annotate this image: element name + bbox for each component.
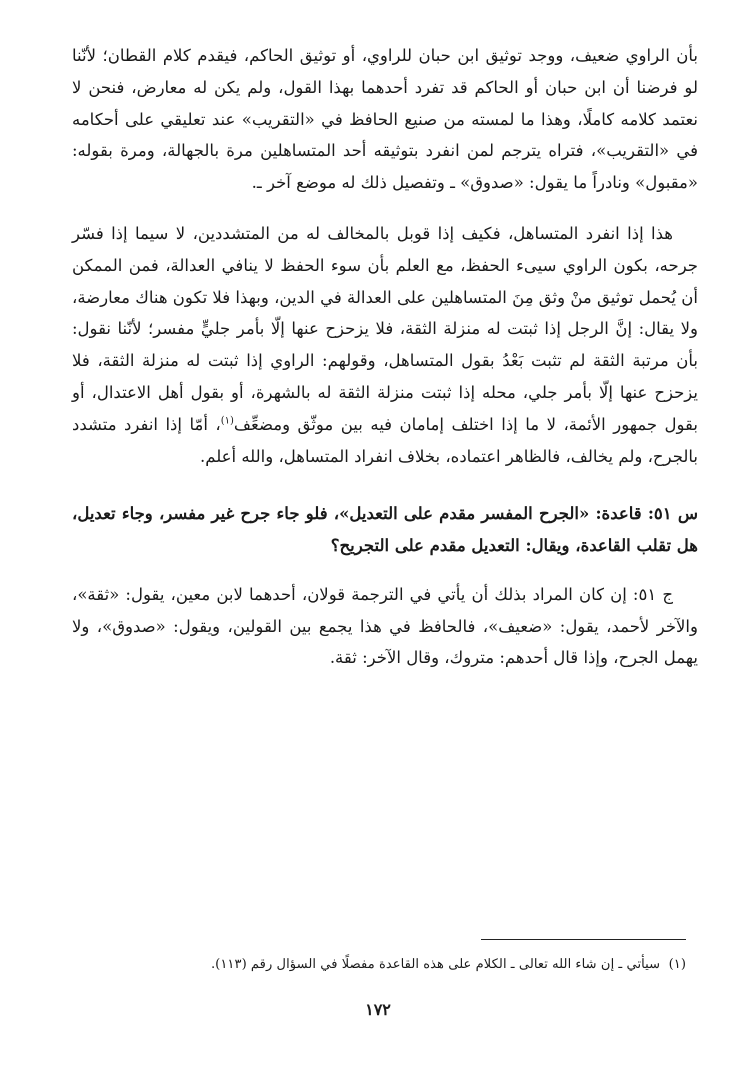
question-51 [72,498,698,562]
page-body [72,40,698,674]
question-label: س ٥١: [647,504,698,524]
answer-51 [72,579,698,674]
paragraph-1: بأن الراوي ضعيف، ووجد توثيق ابن حبان للراوي، أو توثيق الحاكم، فيقدم كلام القطان؛ لأنّنا لو فرضنا أن ابن حبان أو الحاكم قد تفرد أحدهما بهذا القول، ولم يكن له معارض، فنحن لا نعتمد كلامه كاملًا، وهذا ما لمسته من صنيع الحافظ في «التقريب» عند تعليقي على أحكامه في «التقريب»، فتراه يترجم لمن انفرد بتوثيقه أحد المتساهلين مرة بالجهالة، ومرة بقوله: «مقبول» ونادراً ما يقول: «صدوق» ـ وتفصيل ذلك له موضع آخر ـ. [72,46,698,193]
page-number: ١٧٢ [365,1000,391,1019]
paragraph-2-text-a: هذا إذا انفرد المتساهل، فكيف إذا قوبل بالمخالف له من المتشددين، لا سيما إذا فسّر جرحه، بكون الراوي سيىء الحفظ، مع العلم بأن سوء الحفظ لا ينافي العدالة، فمن الممكن أن يُحمل توثيق منْ وثق مِنَ المتساهلين على العدالة في الدين، وبهذا فلا تكون هناك معارضة، ولا يقال: إنَّ الرجل إذا ثبتت له منزلة الثقة، فلا يزحزح عنها إلّا بأمر جليٍّ مفسر؛ لأنّنا نقول: بأن مرتبة الثقة لم تثبت بَعْدُ بقول المتساهل، وقولهم: الراوي إذا ثبتت له منزلة الثقة، فلا يزحزح عنها إلّا بأمر جلي، محله إذا ثبتت منزلة الثقة له بالشهرة، أو بقول أهل الاعتدال، أو بقول جمهور الأئمة، لا ما إذا اختلف إمامان فيه بين موثّق ومضعِّف [72,223,698,434]
answer-text: إن كان المراد بذلك أن يأتي في الترجمة قولان، أحدهما لابن معين، يقول: «ثقة»، والآخر لأحمد، يقول: «ضعيف»، فالحافظ في هذا يجمع بين القولين، ويقول: «صدوق»، ولا يهمل الجرح، وإذا قال أحدهم: متروك، وقال الآخر: ثقة. [72,584,698,668]
answer-label: ج ٥١: [632,584,673,604]
footnote-reference[interactable]: (١) [220,415,234,427]
paragraph-2-text-b: ، أمّا إذا انفرد متشدد بالجرح، ولم يخالف، فالظاهر اعتماده، بخلاف انفراد المتساهل، والله أعلم. [72,414,698,466]
paragraph-2 [72,218,698,472]
footnote-divider [481,939,686,940]
footnote-text: سيأتي ـ إن شاء الله تعالى ـ الكلام على هذه القاعدة مفصلًا في السؤال رقم (١١٣). [210,957,661,972]
footnote [72,955,686,975]
footnote-marker: (١) [668,957,686,972]
question-text: قاعدة: «الجرح المفسر مقدم على التعديل»، فلو جاء جرح غير مفسر، وجاء تعديل، هل تقلب القاعدة، ويقال: التعديل مقدم على التجريح؟ [72,504,698,556]
